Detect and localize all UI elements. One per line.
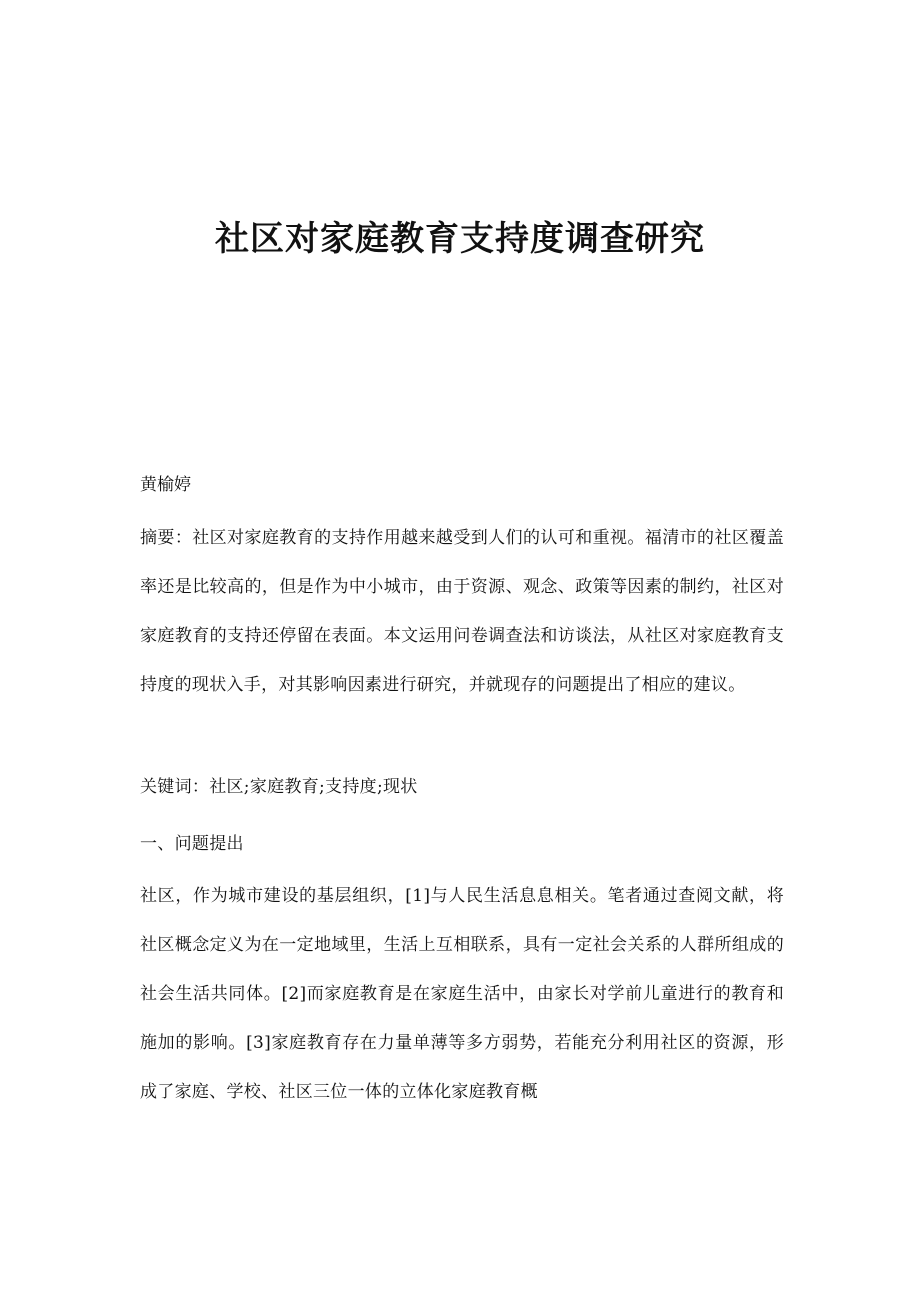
- keywords-line: 关键词：社区;家庭教育;支持度;现状: [140, 777, 418, 797]
- document-title: 社区对家庭教育支持度调查研究: [215, 219, 705, 259]
- body-paragraph: 社区，作为城市建设的基层组织，[1]与人民生活息息相关。笔者通过查阅文献，将社区概念定义为在一定地域里，生活上互相联系，具有一定社会关系的人群所组成的社会生活共同体。[2]而家庭教育是在家庭生活中，由家长对学前儿童进行的教育和施加的影响。[3]家庭教育存在力量单薄等多方弱势，若能充分利用社区的资源，形成了家庭、学校、社区三位一体的立体化家庭教育概: [140, 886, 784, 1102]
- author-name: 黄榆婷: [140, 475, 191, 495]
- section-heading: 一、问题提出: [140, 834, 244, 854]
- abstract-paragraph: 摘要：社区对家庭教育的支持作用越来越受到人们的认可和重视。福清市的社区覆盖率还是比较高的，但是作为中小城市，由于资源、观念、政策等因素的制约，社区对家庭教育的支持还停留在表面。本文运用问卷调查法和访谈法，从社区对家庭教育支持度的现状入手，对其影响因素进行研究，并就现存的问题提出了相应的建议。: [140, 528, 784, 695]
